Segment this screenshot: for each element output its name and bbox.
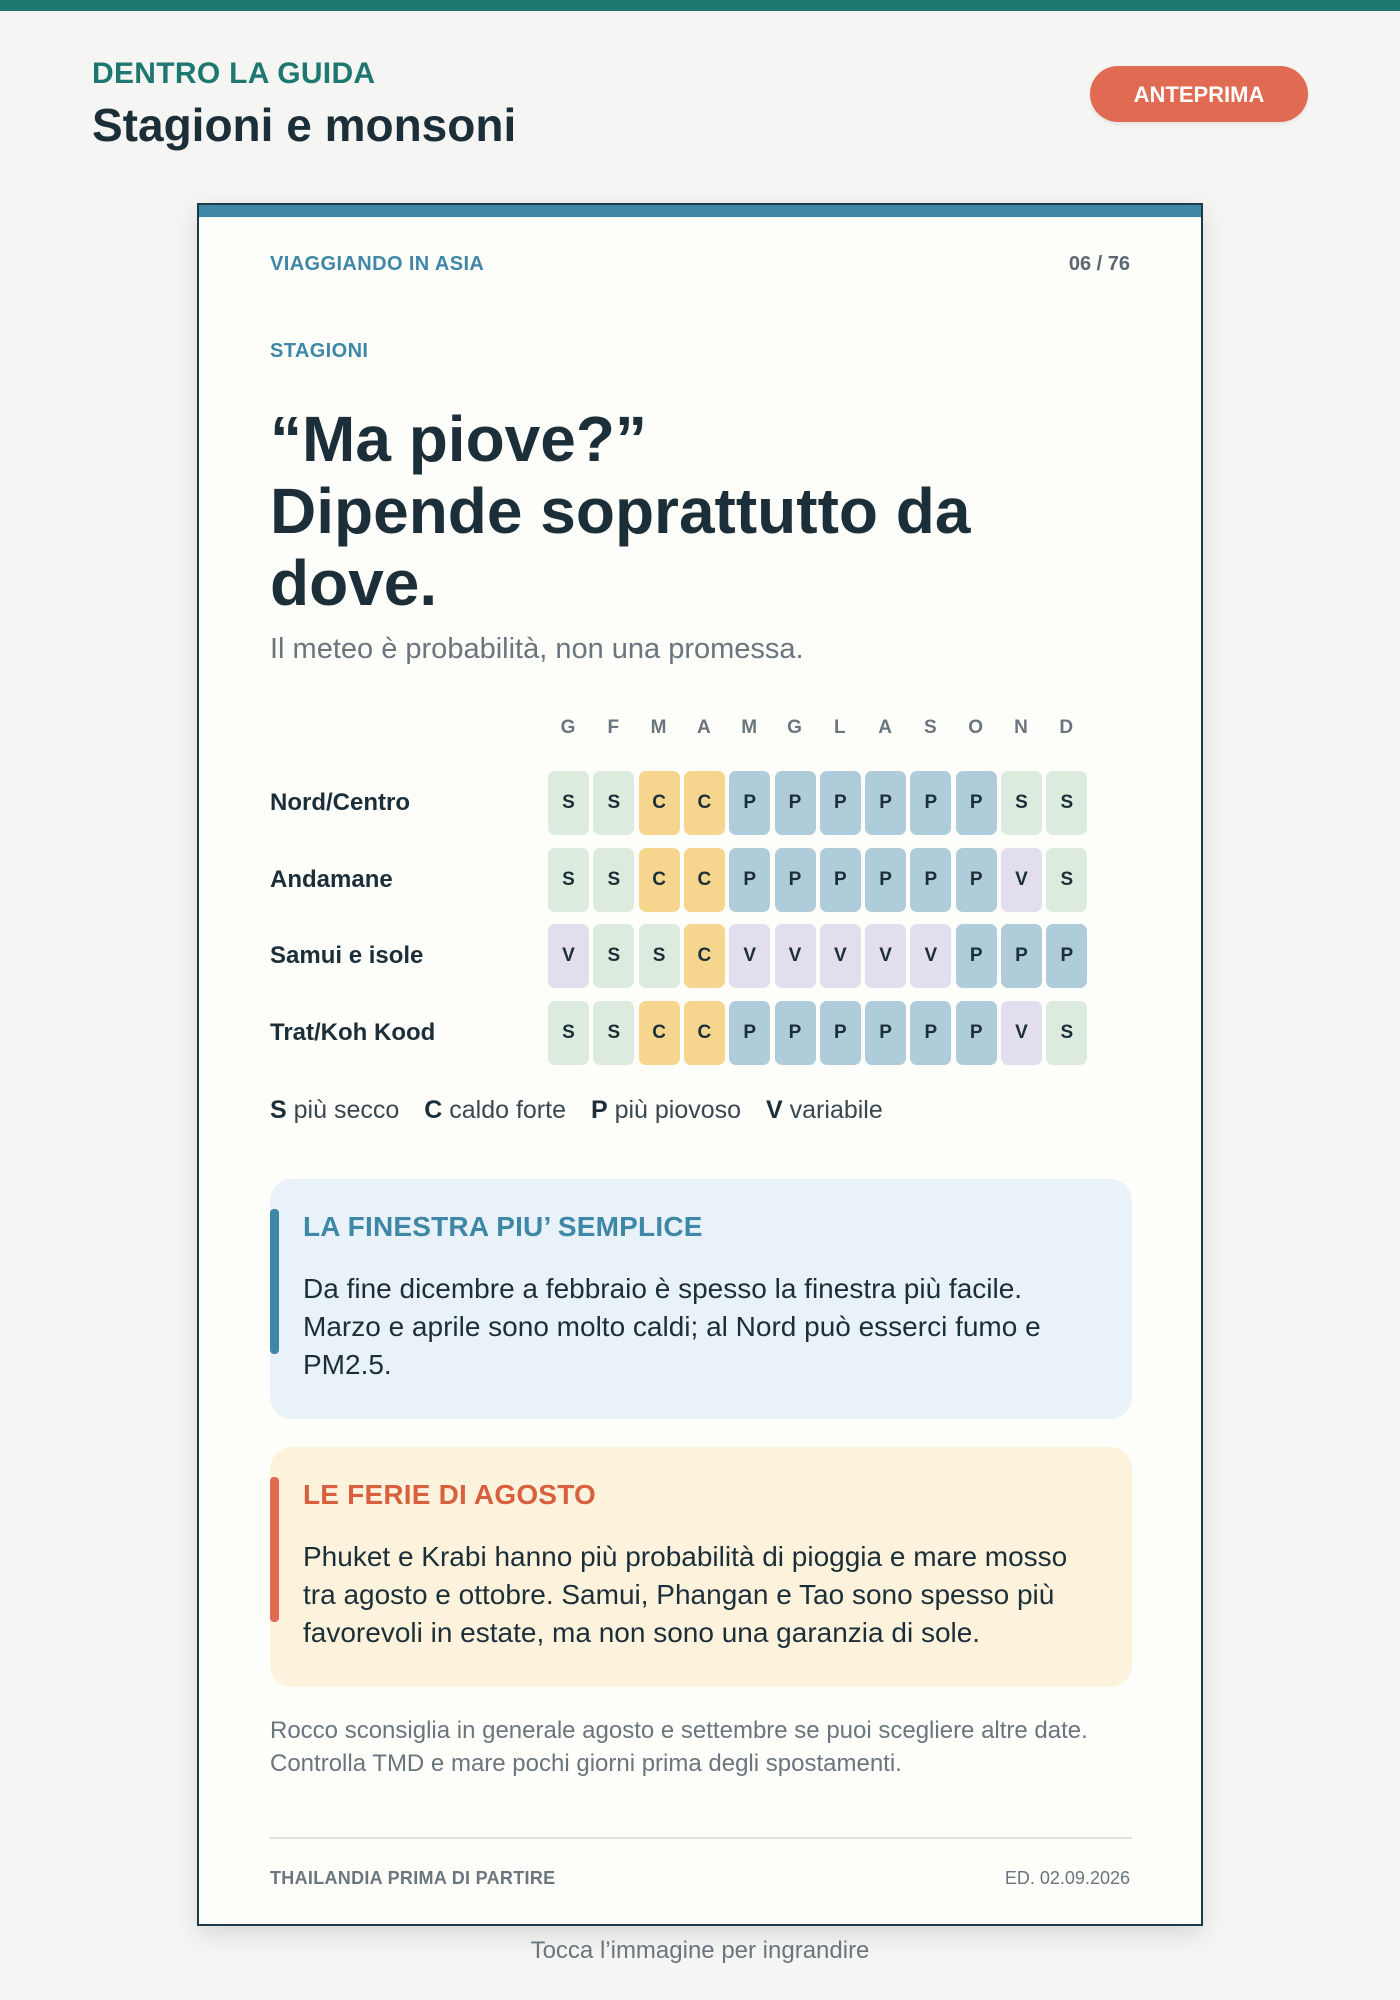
headline-line: dove. xyxy=(270,547,438,619)
callout-easy-window xyxy=(270,1179,1132,1419)
calendar-cell: C xyxy=(639,848,680,912)
legend-code: V xyxy=(766,1096,783,1124)
legend-code: P xyxy=(590,1096,608,1124)
region-label: Samui e isole xyxy=(270,942,424,969)
legend-item xyxy=(591,1096,741,1124)
section-kicker: STAGIONI xyxy=(270,340,369,362)
calendar-cell: V xyxy=(910,924,951,988)
calendar-cell: P xyxy=(910,1001,951,1065)
calendar-cell: P xyxy=(820,771,861,835)
calendar-cell: C xyxy=(684,771,725,835)
month-label: L xyxy=(833,717,846,738)
preview-badge[interactable]: ANTEPRIMA xyxy=(1090,66,1308,122)
subtitle: Il meteo è probabilità, non una promessa. xyxy=(270,633,804,665)
guide-page-preview[interactable] xyxy=(197,203,1203,1926)
month-label: G xyxy=(560,717,576,738)
calendar-cell: C xyxy=(639,771,680,835)
calendar-cell: S xyxy=(639,924,680,988)
calendar-cell: P xyxy=(775,771,816,835)
page-number: 06 / 76 xyxy=(1068,253,1130,275)
legend-text: caldo forte xyxy=(449,1096,566,1124)
region-label: Andamane xyxy=(270,865,393,893)
legend-code: S xyxy=(270,1096,287,1124)
calendar-cell: V xyxy=(729,924,770,988)
calendar-cell: P xyxy=(865,848,906,912)
calendar-cell: S xyxy=(593,1001,634,1065)
calendar-cell: P xyxy=(820,848,861,912)
calendar-cell: S xyxy=(1046,848,1087,912)
calendar-cell: P xyxy=(729,848,770,912)
calendar-cell: S xyxy=(593,848,634,912)
region-label: Nord/Centro xyxy=(270,789,410,816)
month-label: M xyxy=(650,717,667,738)
advice-note: Rocco sconsiglia in generale agosto e settembre se puoi scegliere altre date. Controlla TMD e mare pochi giorni prima degli spostamenti. xyxy=(270,1717,1088,1777)
headline-line: Dipende soprattutto da xyxy=(270,475,971,547)
page-title: Stagioni e monsoni xyxy=(92,99,517,151)
calendar-cell: C xyxy=(684,1001,725,1065)
calendar-cell: C xyxy=(639,1001,680,1065)
legend-item xyxy=(424,1096,566,1124)
section-eyebrow: DENTRO LA GUIDA xyxy=(92,57,376,90)
calendar-cell: S xyxy=(1046,771,1087,835)
calendar-cell: P xyxy=(956,924,997,988)
calendar-cell: S xyxy=(593,924,634,988)
calendar-cell: P xyxy=(910,771,951,835)
month-label: A xyxy=(878,717,892,738)
page-top-bar xyxy=(199,205,1201,217)
month-label: A xyxy=(697,717,711,738)
calendar-cell: V xyxy=(548,924,589,988)
month-label: M xyxy=(741,717,758,738)
calendar-cell: P xyxy=(775,1001,816,1065)
calendar-legend xyxy=(270,1096,901,1125)
calendar-cell: P xyxy=(865,771,906,835)
legend-code: C xyxy=(424,1096,443,1124)
calendar-cell: P xyxy=(1001,924,1042,988)
calendar-cell: V xyxy=(820,924,861,988)
running-head: VIAGGIANDO IN ASIA xyxy=(270,253,485,275)
month-label: F xyxy=(607,717,620,738)
legend-item xyxy=(270,1096,399,1124)
legend-text: più secco xyxy=(293,1096,400,1124)
legend-item xyxy=(766,1096,883,1124)
calendar-cell: V xyxy=(865,924,906,988)
footer-title: THAILANDIA PRIMA DI PARTIRE xyxy=(270,1868,556,1888)
footer-divider xyxy=(270,1837,1132,1839)
calendar-cell: P xyxy=(956,771,997,835)
calendar-cell: P xyxy=(729,771,770,835)
calendar-cell: V xyxy=(775,924,816,988)
month-label: S xyxy=(924,717,937,738)
calendar-cell: V xyxy=(1001,1001,1042,1065)
calendar-cell: S xyxy=(548,848,589,912)
month-label: O xyxy=(968,717,984,738)
zoom-caption: Tocca l’immagine per ingrandire xyxy=(530,1937,870,1964)
callout-body: Da fine dicembre a febbraio è spesso la finestra più facile. Marzo e aprile sono molto caldi; al Nord può esserci fumo e PM2.5. xyxy=(303,1273,1041,1380)
top-accent-bar xyxy=(0,0,1400,11)
month-label: G xyxy=(787,717,802,738)
calendar-cell: V xyxy=(1001,848,1042,912)
region-label: Trat/Koh Kood xyxy=(270,1018,436,1046)
calendar-cell: P xyxy=(1046,924,1087,988)
calendar-cell: P xyxy=(775,848,816,912)
calendar-cell: S xyxy=(548,771,589,835)
legend-text: più piovoso xyxy=(614,1096,742,1124)
month-label: N xyxy=(1014,717,1028,738)
calendar-cell: S xyxy=(1046,1001,1087,1065)
callout-accent-bar xyxy=(270,1477,279,1622)
callout-title: LA FINESTRA PIU’ SEMPLICE xyxy=(303,1211,703,1242)
calendar-cell: P xyxy=(910,848,951,912)
calendar-cell: P xyxy=(956,1001,997,1065)
calendar-cell: S xyxy=(593,771,634,835)
edition-date: ED. 02.09.2026 xyxy=(1004,1868,1130,1888)
month-label: D xyxy=(1059,717,1074,738)
legend-text: variabile xyxy=(789,1096,883,1124)
calendar-cell: C xyxy=(684,924,725,988)
calendar-cell: P xyxy=(956,848,997,912)
calendar-cell: P xyxy=(865,1001,906,1065)
calendar-cell: S xyxy=(548,1001,589,1065)
headline xyxy=(270,403,1130,619)
callout-august-holidays xyxy=(270,1447,1132,1687)
headline-line: “Ma piove?” xyxy=(270,403,647,475)
calendar-cell: P xyxy=(729,1001,770,1065)
calendar-cell: S xyxy=(1001,771,1042,835)
callout-body: Phuket e Krabi hanno più probabilità di pioggia e mare mosso tra agosto e ottobre. Samui, Phangan e Tao sono spesso più favorevoli in estate, ma non sono una garanzia di sole. xyxy=(303,1541,1068,1648)
callout-accent-bar xyxy=(270,1209,279,1354)
calendar-cell: P xyxy=(820,1001,861,1065)
calendar-cell: C xyxy=(684,848,725,912)
callout-title: LE FERIE DI AGOSTO xyxy=(303,1479,596,1510)
